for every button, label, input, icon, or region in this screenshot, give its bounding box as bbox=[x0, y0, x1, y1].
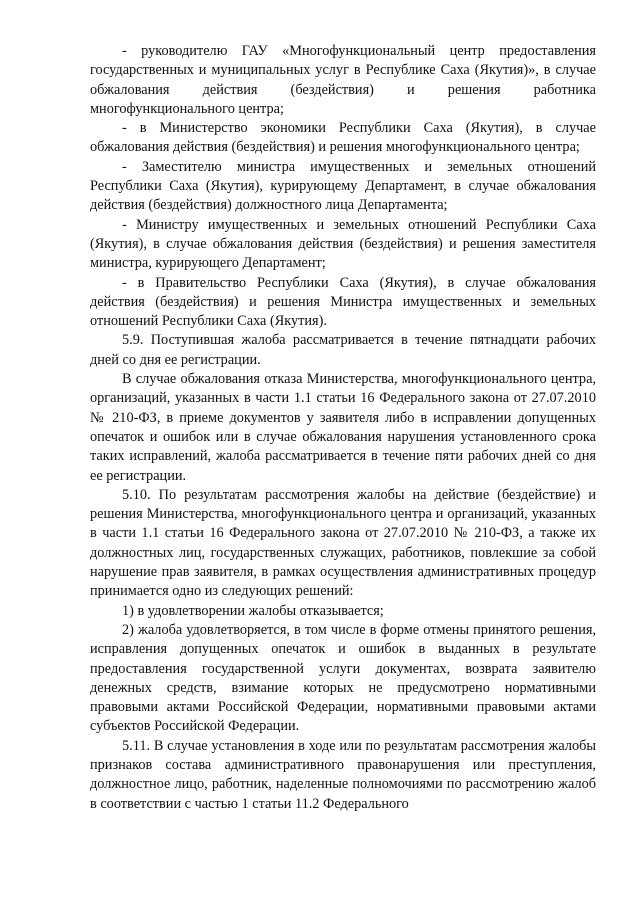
paragraph-decision-2: 2) жалоба удовлетворяется, в том числе в форме отмены принятого решения, исправления допущенных опечаток и ошибок в выданных в результате предоставления государственной услуги документах, возврата заявителю денежных средств, взимание которых не предусмотрено нормативными правовыми актами Российской Федерации, нормативными правовыми актами субъектов Российской Федерации. bbox=[90, 621, 596, 735]
paragraph-5-9: 5.9. Поступившая жалоба рассматривается в течение пятнадцати рабочих дней со дня ее регистрации. bbox=[90, 332, 596, 368]
paragraph-5-10: 5.10. По результатам рассмотрения жалобы на действие (бездействие) и решения Министерства, многофункционального центра и организаций, указанных в части 1.1 статьи 16 Федерального закона от 27.07.2010 № 210-ФЗ, а также их должностных лиц, государственных служащих, работников, повлекшие за собой нарушение прав заявителя, в рамках осуществления административных процедур принимается одно из следующих решений: bbox=[90, 486, 596, 600]
document-page bbox=[90, 42, 596, 814]
paragraph-refusal-appeal: В случае обжалования отказа Министерства, многофункционального центра, организаций, указанных в части 1.1 статьи 16 Федерального закона от 27.07.2010 № 210-ФЗ, в приеме документов у заявителя либо в исправлении допущенных опечаток и ошибок или в случае обжалования нарушения установленного срока таких исправлений, жалоба рассматривается в течение пяти рабочих дней со дня ее регистрации. bbox=[90, 371, 596, 484]
paragraph-ministry-economy: - в Министерство экономики Республики Саха (Якутия), в случае обжалования действия (бездействия) и решения многофункционального центра; bbox=[90, 120, 596, 156]
paragraph-mfc-head: - руководителю ГАУ «Многофункциональный центр предоставления государственных и муниципальных услуг в Республике Саха (Якутия)», в случае обжалования действия (бездействия) и решения работника многофункционального центра; bbox=[90, 43, 596, 117]
paragraph-5-11: 5.11. В случае установления в ходе или по результатам рассмотрения жалобы признаков состава административного правонарушения или преступления, должностное лицо, работник, наделенные полномочиями по рассмотрению жалоб в соответствии с частью 1 статьи 11.2 Федерального bbox=[90, 737, 596, 812]
paragraph-deputy-minister: - Заместителю министра имущественных и земельных отношений Республики Саха (Якутия), курирующему Департамент, в случае обжалования действия (бездействия) должностного лица Департамента; bbox=[90, 158, 596, 214]
paragraph-decision-1: 1) в удовлетворении жалобы отказывается; bbox=[122, 602, 384, 619]
paragraph-minister: - Министру имущественных и земельных отношений Республики Саха (Якутия), в случае обжалования действия (бездействия) и решения заместителя министра, курирующего Департамент; bbox=[90, 216, 596, 272]
paragraph-government: - в Правительство Республики Саха (Якутия), в случае обжалования действия (бездействия) и решения Министра имущественных и земельных отношений Республики Саха (Якутия). bbox=[90, 274, 596, 330]
